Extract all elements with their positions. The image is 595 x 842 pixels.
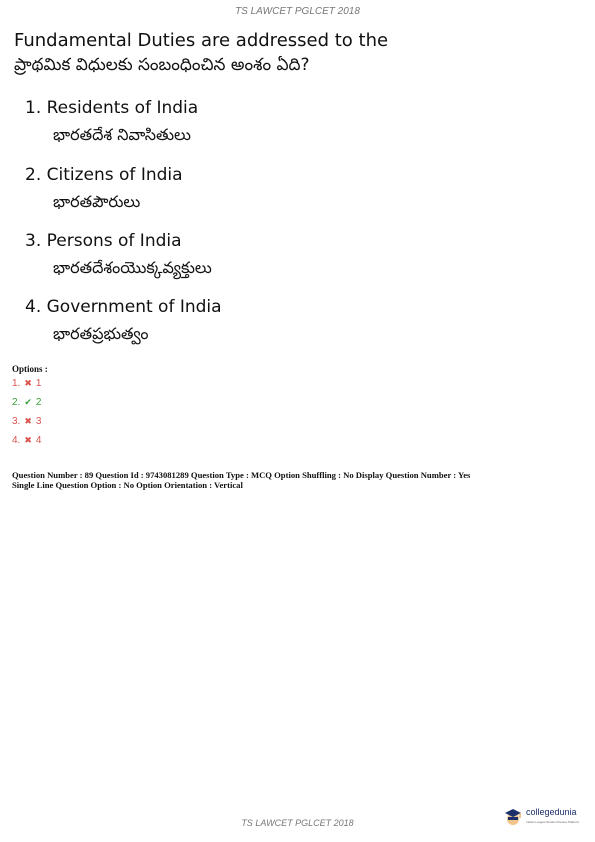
option-number: 2. xyxy=(12,397,21,408)
question-text-english: Fundamental Duties are addressed to the xyxy=(14,30,389,51)
option-value: 1 xyxy=(35,378,42,389)
question-metadata xyxy=(12,470,587,490)
choice-english: 3. Persons of India xyxy=(25,231,182,251)
option-value: 4 xyxy=(35,435,42,446)
choice-telugu: భారతప్రభుత్వం xyxy=(53,324,149,343)
question-text-telugu: ప్రాథమిక విధులకు సంబంధించిన అంశం ఏది? xyxy=(14,55,310,75)
cross-icon: ✖ xyxy=(24,416,32,426)
logo-tagline: India's Largest Student Review Platform xyxy=(526,819,580,824)
graduate-cap-icon xyxy=(503,807,523,827)
option-value: 3 xyxy=(35,416,42,427)
logo-text-block xyxy=(526,808,579,827)
choice-english: 1. Residents of India xyxy=(25,98,199,118)
option-1 xyxy=(12,378,41,389)
logo-name: collegedunia xyxy=(526,806,577,817)
option-3 xyxy=(12,416,41,427)
option-number: 1. xyxy=(12,378,21,389)
option-4 xyxy=(12,435,41,446)
collegedunia-logo xyxy=(503,805,591,829)
option-number: 4. xyxy=(12,435,21,446)
metadata-line-2: Single Line Question Option : No Option Orientation : Vertical xyxy=(12,480,243,490)
choice-3 xyxy=(25,230,565,280)
choice-2 xyxy=(25,164,565,214)
page-header: TS LAWCET PGLCET 2018 xyxy=(235,6,360,17)
options-label: Options : xyxy=(12,364,48,374)
page-footer: TS LAWCET PGLCET 2018 xyxy=(241,818,354,828)
option-value: 2 xyxy=(35,397,42,408)
cross-icon: ✖ xyxy=(24,435,32,445)
choice-telugu: భారతదేశ నివాసితులు xyxy=(53,125,191,144)
choice-telugu: భారతదేశంయొక్కవ్యక్తులు xyxy=(53,258,212,277)
choice-telugu: భారతపౌరులు xyxy=(53,192,141,211)
choice-1 xyxy=(25,97,565,147)
check-icon: ✔ xyxy=(24,397,32,407)
option-number: 3. xyxy=(12,416,21,427)
choice-english: 4. Government of India xyxy=(25,297,222,317)
metadata-line-1: Question Number : 89 Question Id : 9743081289 Question Type : MCQ Option Shuffling : No Display Question Number : Yes xyxy=(12,470,471,480)
question-block xyxy=(14,30,584,77)
cross-icon: ✖ xyxy=(24,378,32,388)
choice-4 xyxy=(25,296,565,346)
option-2 xyxy=(12,397,41,408)
choice-english: 2. Citizens of India xyxy=(25,165,183,185)
